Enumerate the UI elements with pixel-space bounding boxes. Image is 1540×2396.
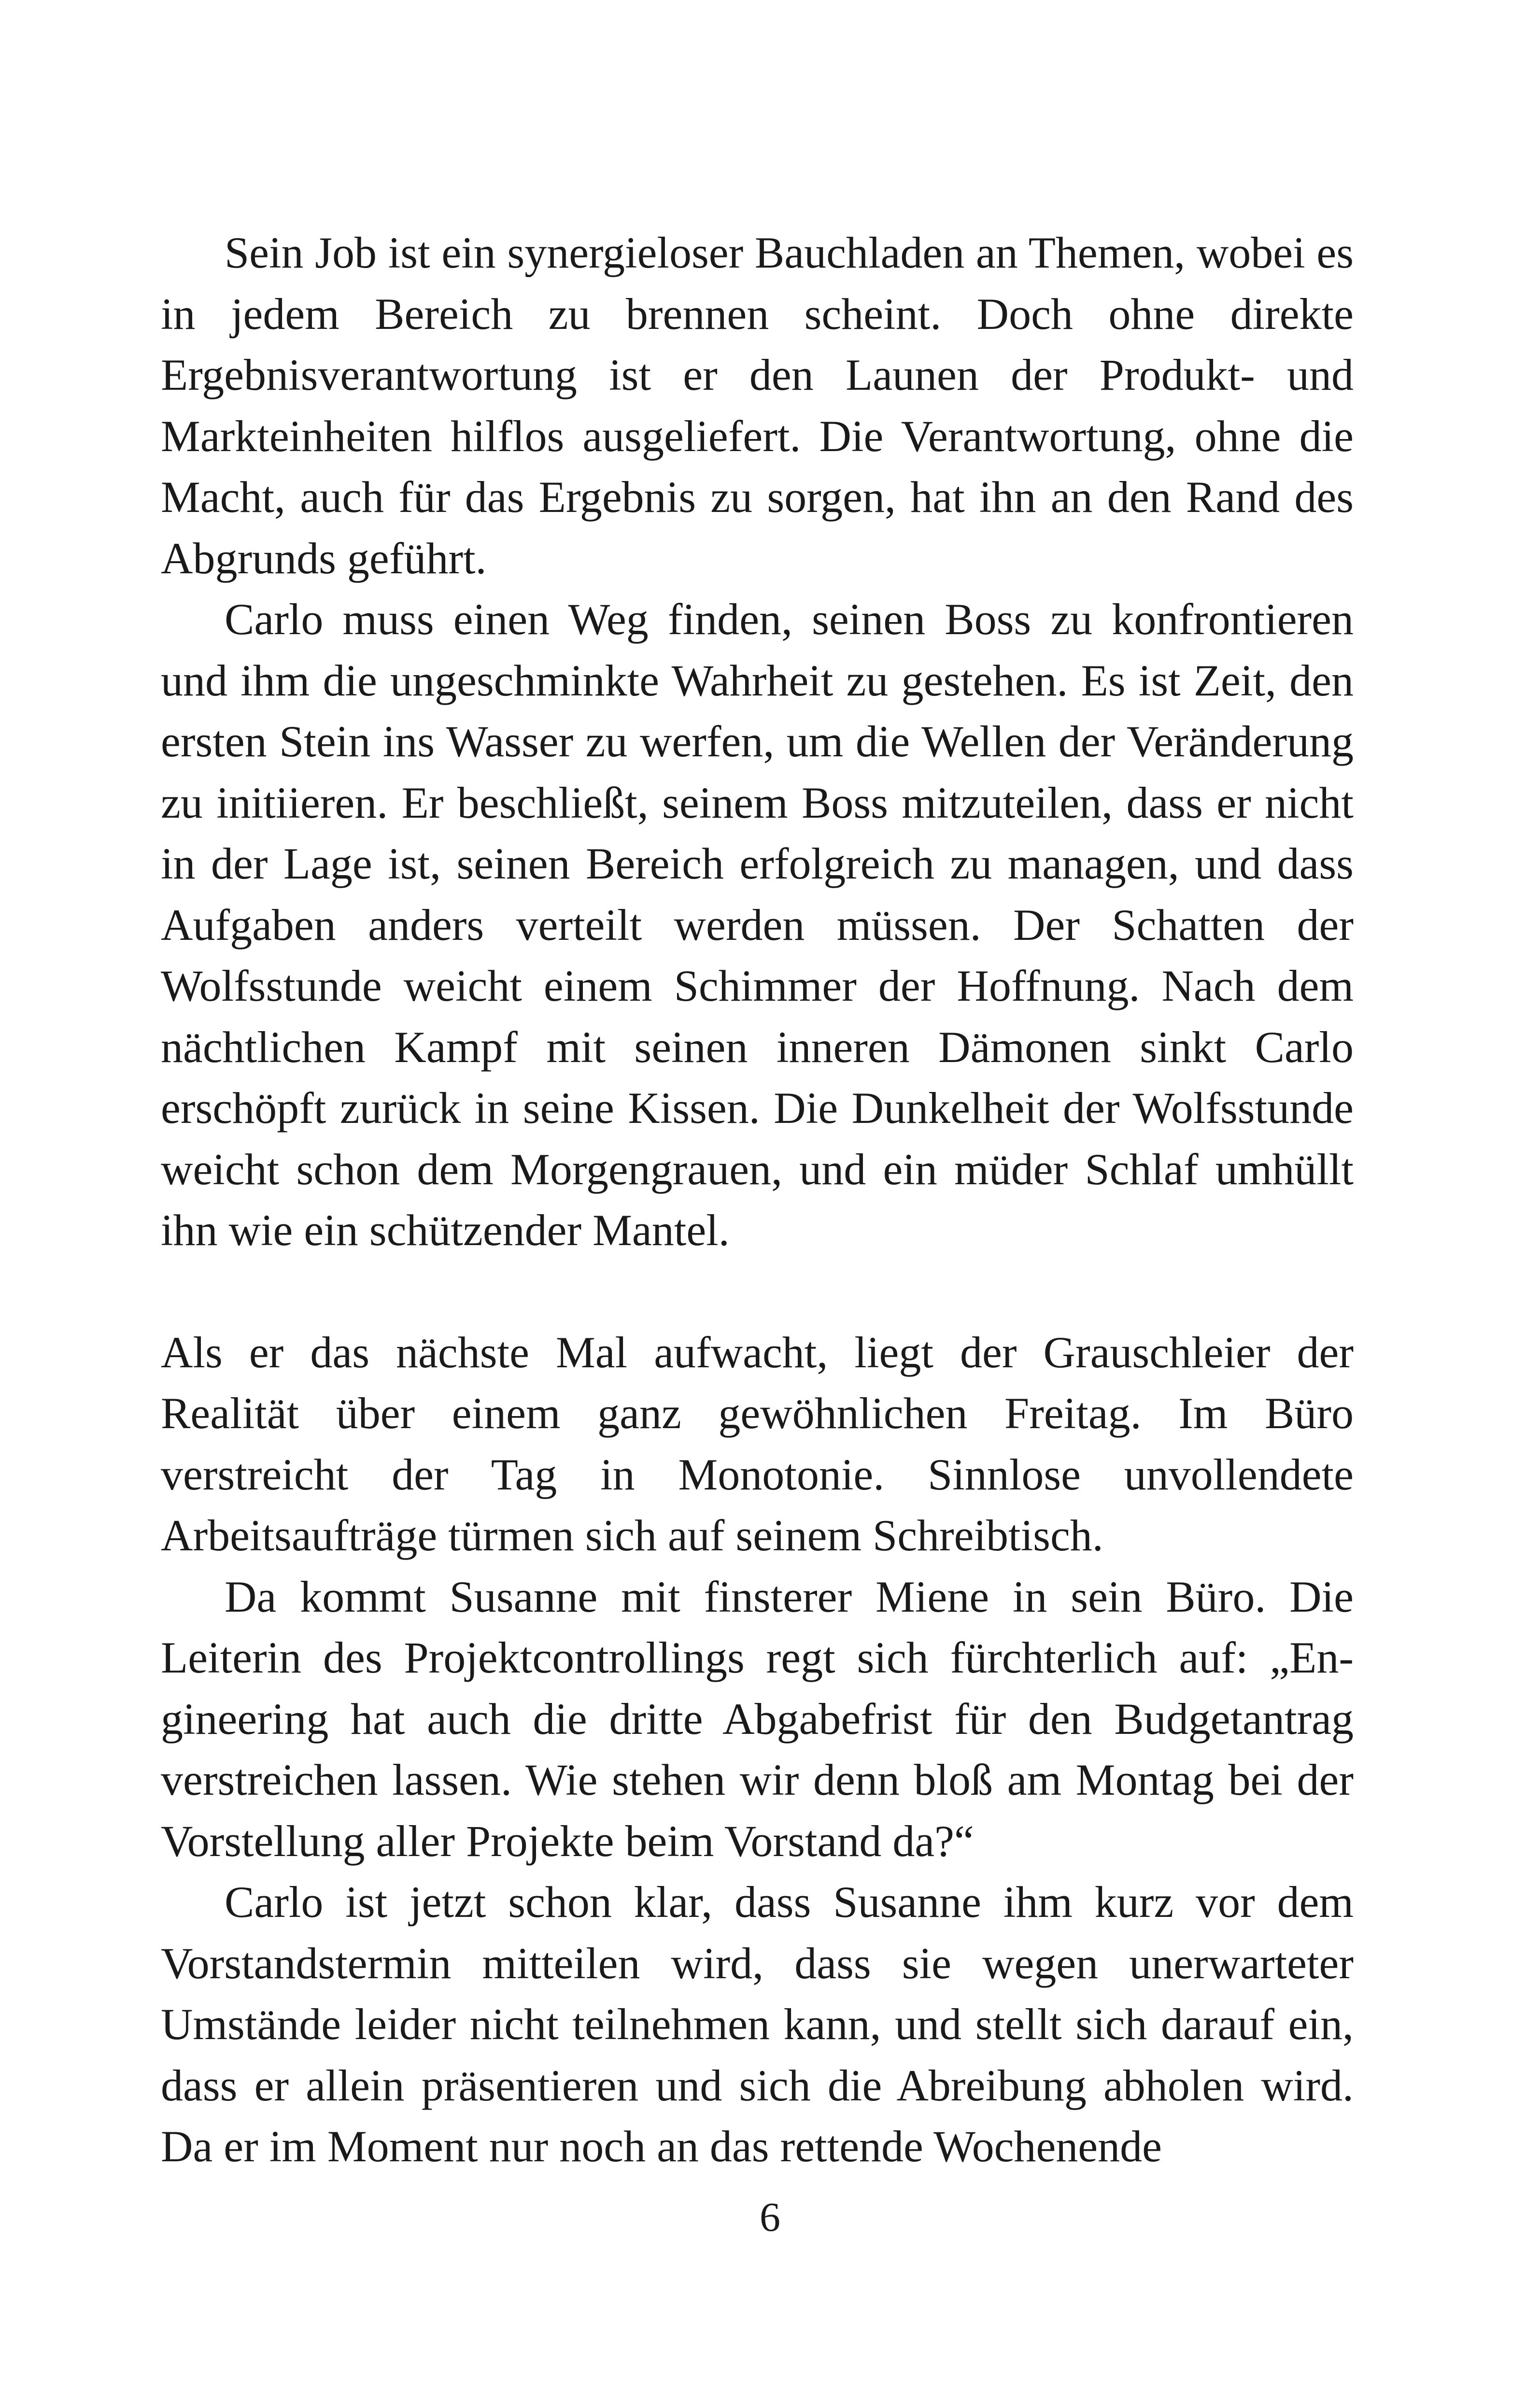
paragraph-4: Da kommt Susanne mit finsterer Miene in sein Büro. Die Leiterin des Projektcontrollings regt sich fürchterlich auf: „Engineering hat auch die dritte Abgabefrist für den Budgetantrag verstreichen lassen. Wie stehen wir denn bloß am Montag bei der Vorstellung aller Projekte beim Vorstand da?“ [161,1572,1354,1866]
page-number: 6 [760,2194,780,2240]
paragraph-3: Als er das nächste Mal aufwacht, liegt der Grauschleier der Realität über einem ganz gewöhnlichen Freitag. Im Büro verstreicht der Tag in Monotonie. Sinnlose unvollendete Arbeitsaufträge türmen sich auf seinem Schreibtisch. [161,1327,1354,1560]
section-break [161,1261,1354,1322]
paragraph-1: Sein Job ist ein synergieloser Bauchladen an Themen, wobei es in jedem Bereich zu brennen scheint. Doch ohne direkte Ergebnisverantwortung ist er den Launen der Produkt- und Markteinheiten hilflos ausgeliefert. Die Verantwortung, ohne die Macht, auch für das Ergebnis zu sorgen, hat ihn an den Rand des Abgrunds geführt. [161,228,1354,583]
paragraph-2: Carlo muss einen Weg finden, seinen Boss zu konfrontieren und ihm die ungeschminkte Wahrheit zu gestehen. Es ist Zeit, den ersten Stein ins Wasser zu werfen, um die Wellen der Veränderung zu initiieren. Er beschließt, seinem Boss mitzuteilen, dass er nicht in der Lage ist, seinen Bereich erfolgreich zu managen, und dass Aufgaben anders verteilt werden müssen. Der Schatten der Wolfsstunde weicht einem Schimmer der Hoffnung. Nach dem nächtlichen Kampf mit seinen inneren Dämonen sinkt Carlo erschöpft zurück in seine Kissen. Die Dunkelheit der Wolfsstunde weicht schon dem Morgengrauen, und ein müder Schlaf umhüllt ihn wie ein schützender Mantel. [161,595,1354,1255]
paragraph-5: Carlo ist jetzt schon klar, dass Susanne ihm kurz vor dem Vorstandstermin mitteilen wird, dass sie wegen unerwarteter Umstände leider nicht teilnehmen kann, und stellt sich darauf ein, dass er allein präsentieren und sich die Abreibung abholen wird. Da er im Moment nur noch an das rettende Wochenende [161,1877,1354,2171]
body-text [161,222,1354,2177]
